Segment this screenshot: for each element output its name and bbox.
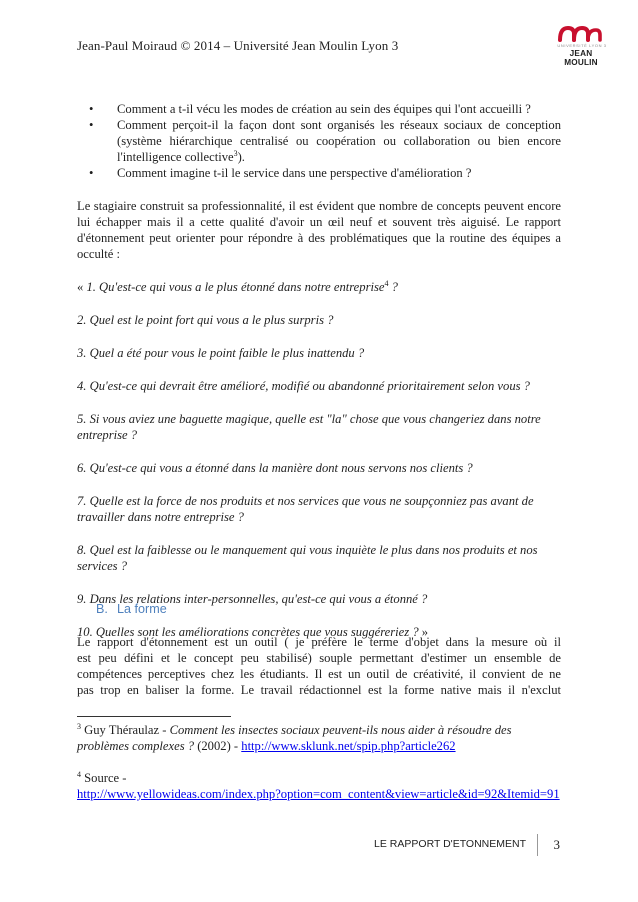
paragraph-line: pas trop en baliser la forme. Le travail rédactionnel est la forme native mais il n'exclut (77, 683, 561, 697)
paragraph-line: Le rapport d'étonnement est un outil ( je préfère le terme d'objet dans la mesure où il (77, 635, 561, 649)
paragraph-line: est peu défini et le concept peu stabilisé) souple permettant d'estimer un ensemble de (77, 651, 561, 665)
footer-separator (537, 834, 538, 856)
bullet-text: Comment a t-il vécu les modes de création au sein des équipes qui l'ont accueilli ? (117, 102, 531, 116)
open-quote: « (77, 280, 87, 294)
question-item: 7. Quelle est la force de nos produits et nos services que vous ne soupçonniez pas avant de travailler dans notre entreprise ? (77, 494, 534, 524)
close-quote: » (418, 625, 429, 639)
question-item (77, 279, 561, 295)
bullet-text-tail: ). (237, 150, 245, 164)
running-head: Jean-Paul Moiraud © 2014 – Université Jean Moulin Lyon 3 (77, 38, 399, 53)
footnotes (77, 722, 561, 802)
bullet-text: Comment perçoit-il la façon dont sont organisés les réseaux sociaux de conception (système hiérarchique centralisé ou coopération ou collaboration ou bien encore l'intelligence collective (117, 118, 561, 164)
footnote-link[interactable]: http://www.yellowideas.com/index.php?option=com_content&view=article&id=92&Itemid=91 (77, 787, 560, 801)
question-text: 10. Quelles sont les améliorations concrètes que vous suggéreriez ? (77, 625, 419, 639)
footnote-ref[interactable]: 3 (233, 149, 238, 158)
page-number: 3 (553, 837, 560, 852)
logo-mark-icon (558, 24, 602, 42)
question-tail: ? (388, 280, 398, 294)
logo-small-text: UNIVERSITÉ LYON 3 (557, 43, 607, 48)
bullet-icon: • (89, 102, 94, 116)
question-text: 1. Qu'est-ce qui vous a le plus étonné dans notre entreprise (86, 280, 385, 294)
footnote-label: Source - (81, 771, 127, 785)
question-item: 3. Quel a été pour vous le point faible le plus inattendu ? (77, 346, 365, 360)
bullet-item (77, 117, 561, 165)
university-logo (548, 24, 610, 66)
footnote-number: 3 (77, 722, 81, 731)
footnote-year: (2002) - (194, 739, 242, 753)
question-item: 8. Quel est la faiblesse ou le manquement qui vous inquiète le plus dans nos produits et nos services ? (77, 543, 538, 573)
bullet-list (77, 101, 561, 181)
question-item: 4. Qu'est-ce qui devrait être amélioré, modifié ou abandonné prioritairement selon vous ? (77, 379, 530, 393)
section-number: B. (96, 602, 108, 616)
section-title: La forme (117, 602, 167, 616)
page-footer (370, 834, 564, 856)
footnote-number: 4 (77, 770, 81, 779)
footnote-link[interactable]: http://www.sklunk.net/spip.php?article262 (241, 739, 456, 753)
question-item: 5. Si vous aviez une baguette magique, quelle est "la" chose que vous changeriez dans notre entreprise ? (77, 412, 541, 442)
bullet-text: Comment imagine t-il le service dans une perspective d'amélioration ? (117, 166, 472, 180)
question-item: 2. Quel est le point fort qui vous a le plus surpris ? (77, 313, 334, 327)
intro-paragraph: Le stagiaire construit sa professionnalité, il est évident que nombre de concepts peuvent encore lui échapper mais il a cette qualité d'avoir un œil neuf et souvent très aiguisé. Le rapport d'étonnement peut orienter pour répondre à des problématiques que la routine des équipes a occulté : (77, 199, 561, 261)
paragraph-line: compétences perceptives chez les étudiants. Il est un outil de créativité, il convient de ne (77, 667, 561, 681)
footnote-author: Guy Théraulaz - (81, 723, 170, 737)
footnote-separator (77, 716, 231, 717)
forme-paragraph (77, 634, 561, 698)
bullet-icon: • (89, 118, 94, 132)
footnote-4 (77, 770, 561, 802)
main-text (77, 101, 561, 640)
question-item: 9. Dans les relations inter-personnelles, qu'est-ce qui vous a étonné ? (77, 592, 428, 606)
logo-name: JEAN MOULIN (564, 49, 598, 67)
bullet-item (77, 101, 561, 117)
bullet-item (77, 165, 561, 181)
bullet-icon: • (89, 166, 94, 180)
footnote-3 (77, 722, 561, 754)
question-item: 6. Qu'est-ce qui vous a étonné dans la manière dont nous servons nos clients ? (77, 461, 473, 475)
section-heading (96, 602, 167, 616)
footer-title: LE RAPPORT D'ETONNEMENT (374, 838, 526, 850)
footnote-title: Comment les insectes sociaux peuvent-ils nous aider à résoudre des problèmes complexes ? (77, 723, 512, 753)
footnote-ref[interactable]: 4 (384, 279, 389, 288)
